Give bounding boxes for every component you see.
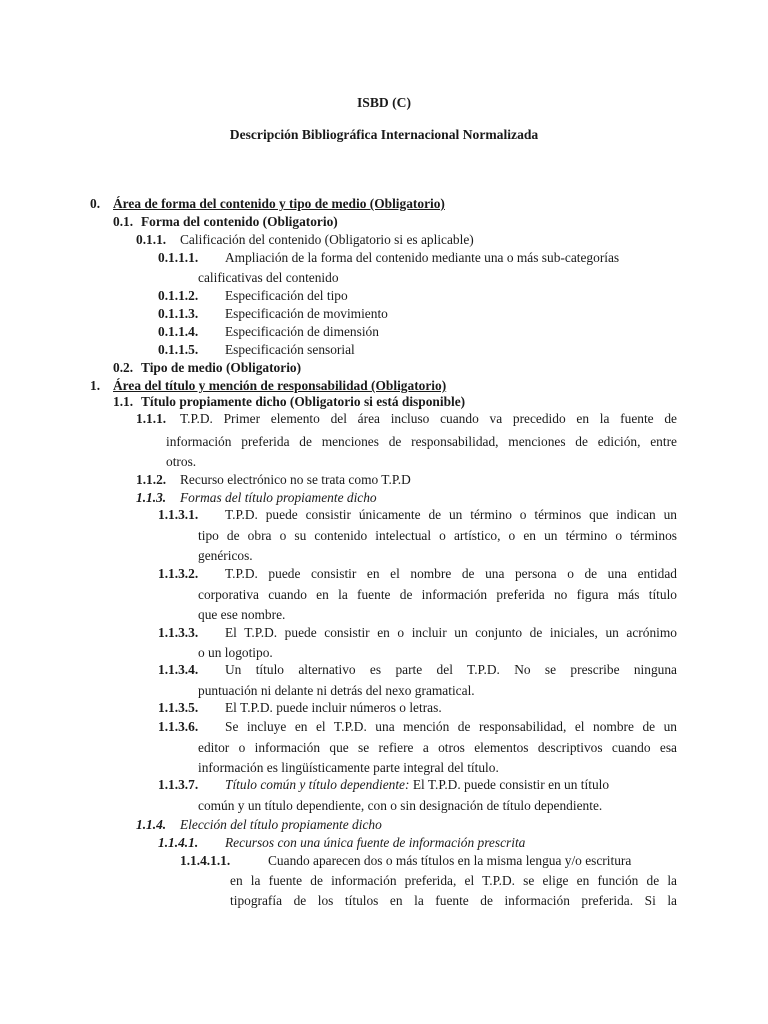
item-text: Especificación del tipo xyxy=(225,288,348,303)
item-number: 1.1.3. xyxy=(136,490,167,505)
item-text-continued: calificativas del contenido xyxy=(198,270,339,285)
document-subtitle: Descripción Bibliográfica Internacional Normalizada xyxy=(229,127,539,142)
item-number: 1.1.1. xyxy=(136,411,167,426)
item-heading: Recursos con una única fuente de información prescrita xyxy=(225,835,526,850)
item-heading: Formas del título propiamente dicho xyxy=(180,490,377,505)
item-text xyxy=(225,777,609,793)
subsection-heading: Tipo de medio (Obligatorio) xyxy=(141,360,302,375)
item-text-continued: común y un título dependiente, con o sin designación de título dependiente. xyxy=(198,798,603,813)
item-text: Especificación sensorial xyxy=(225,342,355,357)
item-text-continued: puntuación ni delante ni detrás del nexo gramatical. xyxy=(198,683,475,698)
item-number: 1.1.3.3. xyxy=(158,625,199,640)
subsection-number: 1.1. xyxy=(113,394,134,409)
item-italic-label: Título común y título dependiente: xyxy=(225,777,410,792)
item-text-continued: genéricos. xyxy=(198,548,253,563)
item-text: Especificación de movimiento xyxy=(225,306,388,321)
subsection-heading: Título propiamente dicho (Obligatorio si está disponible) xyxy=(141,394,466,409)
item-text: Ampliación de la forma del contenido mediante una o más sub-categorías xyxy=(225,250,620,265)
item-number: 1.1.4.1. xyxy=(158,835,199,850)
item-text: Se incluye en el T.P.D. una mención de responsabilidad, el nombre de un xyxy=(225,719,677,734)
item-number: 1.1.4. xyxy=(136,817,167,832)
subsection-number: 0.1. xyxy=(113,214,134,229)
item-text-continued: en la fuente de información preferida, el T.P.D. se elige en función de la xyxy=(230,873,677,888)
item-number: 1.1.3.1. xyxy=(158,507,199,522)
item-number: 0.1.1. xyxy=(136,232,167,247)
subsection-heading: Forma del contenido (Obligatorio) xyxy=(141,214,338,229)
item-text: El T.P.D. puede consistir en o incluir un conjunto de iniciales, un acrónimo xyxy=(225,625,677,640)
section-number: 1. xyxy=(90,378,101,393)
item-text: Un título alternativo es parte del T.P.D. No se prescribe ninguna xyxy=(225,662,677,677)
item-number: 1.1.3.5. xyxy=(158,700,199,715)
item-text: Recurso electrónico no se trata como T.P.D xyxy=(180,472,411,487)
item-text-continued: otros. xyxy=(166,454,197,469)
item-text-continued: editor o información que se refiere a otros elementos descriptivos cuando esa xyxy=(198,740,677,755)
document-title: ISBD (C) xyxy=(356,95,411,110)
item-number: 0.1.1.4. xyxy=(158,324,199,339)
item-text-continued: tipo de obra o su contenido intelectual o artístico, o en un término o términos xyxy=(198,528,677,543)
item-number: 1.1.4.1.1. xyxy=(180,853,231,868)
item-text-body: El T.P.D. puede consistir en un título xyxy=(409,777,610,792)
item-text-continued: que ese nombre. xyxy=(198,607,286,622)
item-number: 1.1.3.6. xyxy=(158,719,199,734)
item-text-continued: o un logotipo. xyxy=(198,645,273,660)
section-number: 0. xyxy=(90,196,101,211)
item-text: Cuando aparecen dos o más títulos en la misma lengua y/o escritura xyxy=(268,853,632,868)
item-text-continued: corporativa cuando en la fuente de información preferida no figura más título xyxy=(198,587,677,602)
item-heading: Elección del título propiamente dicho xyxy=(180,817,382,832)
section-heading: Área de forma del contenido y tipo de medio (Obligatorio) xyxy=(113,196,445,211)
item-text: T.P.D. puede consistir únicamente de un término o términos que indican un xyxy=(225,507,677,522)
subsection-number: 0.2. xyxy=(113,360,134,375)
item-number: 1.1.2. xyxy=(136,472,167,487)
item-text: El T.P.D. puede incluir números o letras. xyxy=(225,700,442,715)
item-number: 1.1.3.7. xyxy=(158,777,199,792)
section-heading: Área del título y mención de responsabilidad (Obligatorio) xyxy=(113,378,447,393)
item-text-continued: información preferida de menciones de responsabilidad, menciones de edición, entre xyxy=(166,434,677,449)
item-number: 0.1.1.2. xyxy=(158,288,199,303)
item-text: Calificación del contenido (Obligatorio si es aplicable) xyxy=(180,232,474,247)
item-text: T.P.D. puede consistir en el nombre de una persona o de una entidad xyxy=(225,566,677,581)
item-number: 0.1.1.5. xyxy=(158,342,199,357)
item-text-continued: tipografía de los títulos en la fuente de información preferida. Si la xyxy=(230,893,677,908)
item-number: 1.1.3.4. xyxy=(158,662,199,677)
item-text: Especificación de dimensión xyxy=(225,324,379,339)
item-text-continued: información es lingüísticamente parte integral del título. xyxy=(198,760,499,775)
item-number: 0.1.1.1. xyxy=(158,250,199,265)
item-number: 0.1.1.3. xyxy=(158,306,199,321)
item-number: 1.1.3.2. xyxy=(158,566,199,581)
item-text: T.P.D. Primer elemento del área incluso cuando va precedido en la fuente de xyxy=(180,411,677,426)
